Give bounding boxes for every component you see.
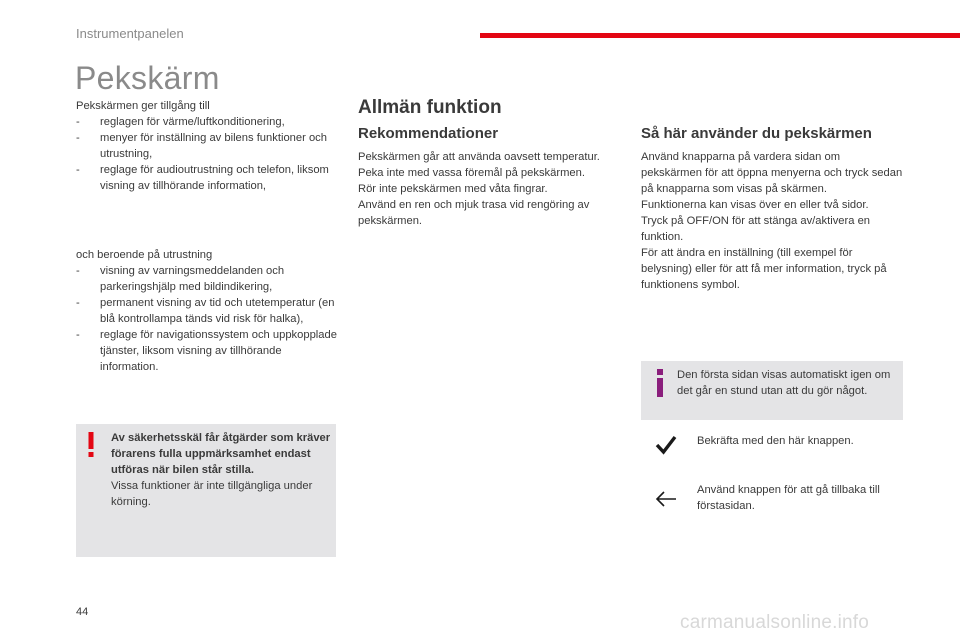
info-text: Den första sidan visas automatiskt igen om det går en stund utan att du gör något. <box>677 369 891 397</box>
intro-list <box>76 114 336 194</box>
recommend-heading: Rekommendationer <box>358 125 499 142</box>
watermark: carmanualsonline.info <box>680 612 870 633</box>
info-box <box>641 361 903 420</box>
accent-bar <box>480 33 960 38</box>
list-item: - reglagen för värme/luftkonditionering, <box>76 114 336 130</box>
intro-lead: Pekskärmen ger tillgång till <box>76 100 210 112</box>
page-title: Pekskärm <box>75 60 220 96</box>
back-text: Använd knappen för att gå tillbaka till förstasidan. <box>697 484 880 512</box>
warning-note: Vissa funktioner är inte tillgängliga under körning. <box>111 480 313 508</box>
intro-section <box>76 98 336 194</box>
equipment-lead: och beroende på utrustning <box>76 249 213 261</box>
page-number: 44 <box>76 606 89 618</box>
exclamation-icon <box>86 432 96 458</box>
confirm-text: Bekräfta med den här knappen. <box>697 435 854 447</box>
list-item: - reglage för navigationssystem och uppkopplade tjänster, liksom visning av tillhörande information. <box>76 327 338 375</box>
list-item: - menyer för inställning av bilens funktioner och utrustning, <box>76 130 336 162</box>
info-icon <box>653 369 667 397</box>
checkmark-icon <box>654 433 678 457</box>
recommend-text <box>358 149 628 229</box>
general-heading: Allmän funktion <box>358 97 502 118</box>
recommend-line: Rör inte pekskärmen med våta fingrar. <box>358 183 548 195</box>
warning-bold: Av säkerhetsskäl får åtgärder som kräver förarens fulla uppmärksamhet endast utföras när bilen står stilla. <box>111 432 331 476</box>
list-item: - visning av varningsmeddelanden och parkeringshjälp med bildindikering, <box>76 263 338 295</box>
warning-text <box>111 430 333 510</box>
section-header: Instrumentpanelen <box>76 26 184 41</box>
howto-line: Tryck på OFF/ON för att stänga av/aktivera en funktion. <box>641 215 871 243</box>
recommend-line: Peka inte med vassa föremål på pekskärmen. <box>358 167 585 179</box>
howto-line: Använd knapparna på vardera sidan om pekskärmen för att öppna menyerna och tryck sedan på knapparna som visas på skärmen. <box>641 151 903 195</box>
howto-line: För att ändra en inställning (till exempel för belysning) eller för att få mer information, tryck på funktionens symbol. <box>641 247 887 291</box>
back-arrow-icon <box>654 487 678 511</box>
list-item: - permanent visning av tid och utetemperatur (en blå kontrollampa tänds vid risk för halka), <box>76 295 338 327</box>
howto-heading: Så här använder du pekskärmen <box>641 125 872 142</box>
recommend-line: Pekskärmen går att använda oavsett temperatur. <box>358 151 600 163</box>
equipment-list <box>76 263 338 375</box>
equipment-section <box>76 247 338 375</box>
list-item: - reglage för audioutrustning och telefon, liksom visning av tillhörande information, <box>76 162 336 194</box>
howto-text <box>641 149 903 293</box>
warning-box <box>76 424 336 557</box>
recommend-line: Använd en ren och mjuk trasa vid rengöring av pekskärmen. <box>358 199 590 227</box>
howto-line: Funktionerna kan visas över en eller två sidor. <box>641 199 869 211</box>
